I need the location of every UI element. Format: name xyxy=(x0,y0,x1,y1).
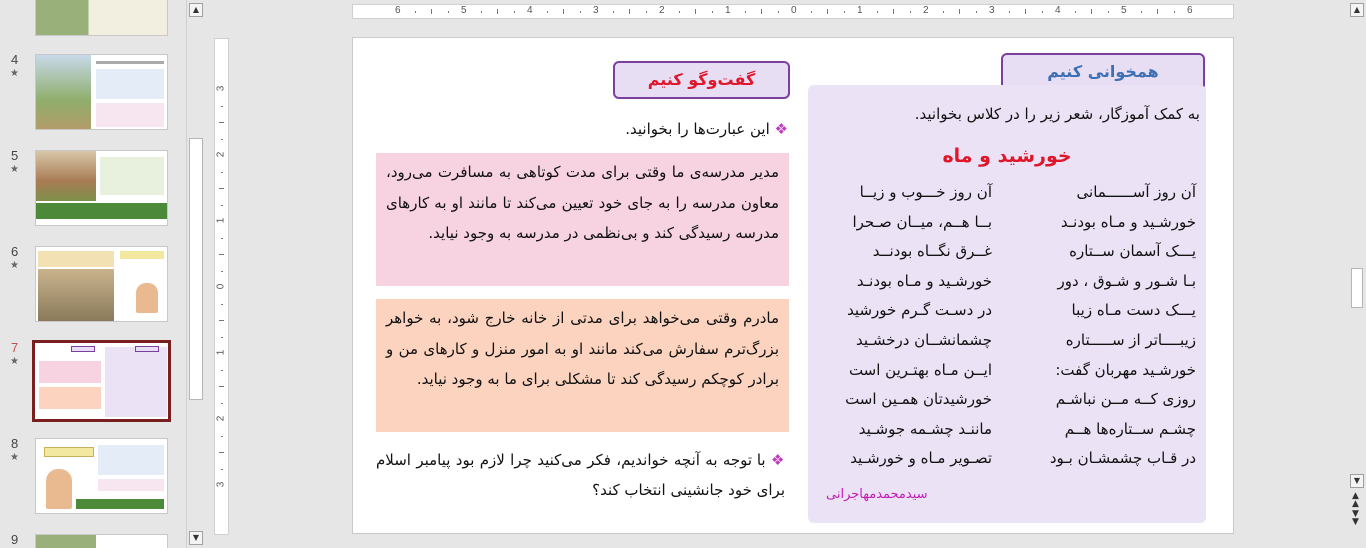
poem-verse: ایــن مـاه بهتـرین است xyxy=(848,360,992,379)
poem-verse: چشمانشــان درخشـید xyxy=(856,331,992,349)
ruler-tick xyxy=(910,11,911,13)
ruler-label: 5 xyxy=(1121,5,1127,16)
ruler-tick xyxy=(1157,9,1158,14)
ruler-label: 5 xyxy=(461,5,467,16)
ruler-tick xyxy=(415,11,416,13)
ruler-tick xyxy=(219,122,224,123)
ruler-tick xyxy=(221,106,223,107)
poem-verse: خورشـید و مـاه بودنـد xyxy=(1060,212,1196,231)
section-title-goftogoo: گفت‌وگو کنیم xyxy=(613,61,790,99)
ruler-tick xyxy=(629,9,630,14)
ruler-tick xyxy=(761,9,762,14)
ruler-tick xyxy=(976,11,977,13)
scroll-down-arrow-icon[interactable]: ▼ xyxy=(189,531,203,545)
instruction-text: این عبارت‌ها را بخوانید. xyxy=(625,120,770,138)
ruler-tick xyxy=(219,320,224,321)
ruler-label: 4 xyxy=(527,5,533,16)
ruler-label: 3 xyxy=(593,5,599,16)
poem-verse: غــرق نگــاه بودنــد xyxy=(872,242,992,261)
ruler-tick xyxy=(221,271,223,272)
poem-verse: ماننـد چشـمه جوشـید xyxy=(858,419,992,438)
poem-verse: زیبــــاتر از ســـــتاره xyxy=(1065,331,1196,349)
question-block xyxy=(376,445,789,505)
ruler-tick xyxy=(514,11,515,13)
paragraph-box-pink xyxy=(376,153,789,286)
ruler-tick xyxy=(1025,9,1026,14)
ruler-tick xyxy=(219,386,224,387)
paragraph-text: مدیر مدرسه‌ی ما وقتی برای مدت کوتاهی به مسافرت می‌رود، معاون مدرسه را به جای خود تعیین می‌کند تا مانند او به کارهای مدرسه رسیدگی کند و بی‌نظمی در مدرسه به وجود نیاید. xyxy=(386,163,779,242)
slide-preview xyxy=(35,150,168,226)
question-text: با توجه به آنچه خواندیم، فکر می‌کنید چرا لازم بود پیامبر اسلام برای خود جانشینی انتخاب کند؟ xyxy=(376,451,785,499)
animation-star-icon: ★ xyxy=(10,452,19,463)
ruler-label: 6 xyxy=(1187,5,1193,16)
poem-verse: آن روز آســــــمانی xyxy=(1076,183,1196,201)
bullet-diamond-icon: ❖ xyxy=(774,120,788,138)
ruler-tick xyxy=(221,205,223,206)
poem-verse: یـــک دست مـاه زیبا xyxy=(1071,301,1196,320)
ruler-tick xyxy=(448,11,449,13)
ruler-tick xyxy=(695,9,696,14)
ruler-tick xyxy=(1042,11,1043,13)
ruler-tick xyxy=(646,11,647,13)
slide-preview xyxy=(32,340,171,422)
paragraph-text: مادرم وقتی می‌خواهد برای مدتی از خانه خارج شود، به خواهر بزرگ‌ترم سفارش می‌کند مانند او به امور منزل و کارهای من و برادر کوچکم رسیدگی کند تا مشکلی برای ما به وجود نیاید. xyxy=(386,309,779,388)
thumbnails-scrollbar[interactable] xyxy=(186,0,204,548)
ruler-tick xyxy=(1108,11,1109,13)
slide-number: 5 xyxy=(11,148,19,163)
slide-number: 9 xyxy=(11,532,19,547)
poem-intro: به کمک آموزگار، شعر زیر را در کلاس بخوانید. xyxy=(914,105,1200,123)
ruler-label: 3 xyxy=(215,85,227,92)
section-title-hamkhani: همخوانی کنیم xyxy=(1001,53,1205,91)
poem-verse: در دسـت گـرم خورشید xyxy=(847,301,992,320)
vertical-ruler xyxy=(214,38,229,535)
ruler-label: 1 xyxy=(215,349,227,356)
ruler-tick xyxy=(431,9,432,14)
scroll-up-arrow-icon[interactable]: ▲ xyxy=(1350,3,1364,17)
ruler-tick xyxy=(1075,11,1076,13)
ruler-label: 1 xyxy=(725,5,731,16)
ruler-tick xyxy=(580,11,581,13)
slide-number: 7 xyxy=(11,340,19,355)
poem-verse: بــا هــم، میــان صـحرا xyxy=(852,212,992,231)
ruler-tick xyxy=(221,436,223,437)
slide-preview xyxy=(35,54,168,130)
ruler-tick xyxy=(547,11,548,13)
slide-number: 6 xyxy=(11,244,19,259)
ruler-label: 2 xyxy=(215,415,227,422)
ruler-tick xyxy=(745,11,746,13)
poem-verse: چشـم ســتاره‌ها هــم xyxy=(1064,419,1196,438)
ruler-tick xyxy=(844,11,845,13)
ruler-label: 2 xyxy=(659,5,665,16)
scroll-up-arrow-icon[interactable]: ▲ xyxy=(189,3,203,17)
instruction-line xyxy=(625,120,788,138)
poem-verse: بـا شـور و شـوق ، دور xyxy=(1057,271,1196,290)
ruler-tick xyxy=(1009,11,1010,13)
previous-slide-icon[interactable]: ▲ ▲ xyxy=(1352,491,1359,509)
ruler-tick xyxy=(811,11,812,13)
animation-star-icon: ★ xyxy=(10,164,19,175)
ruler-tick xyxy=(221,469,223,470)
ruler-tick xyxy=(219,254,224,255)
animation-star-icon: ★ xyxy=(10,68,19,79)
ruler-tick xyxy=(712,11,713,13)
slide-number: 4 xyxy=(11,52,19,67)
ruler-label: 3 xyxy=(215,481,227,488)
ruler-tick xyxy=(219,452,224,453)
scrollbar-thumb[interactable] xyxy=(1351,268,1363,308)
ruler-tick xyxy=(221,370,223,371)
ruler-tick xyxy=(221,172,223,173)
slide-number: 8 xyxy=(11,436,19,451)
slide-preview xyxy=(35,438,168,514)
ruler-tick xyxy=(481,11,482,13)
poem-verse: خورشـید و مـاه بودنـد xyxy=(856,271,992,290)
next-slide-icon[interactable]: ▼ ▼ xyxy=(1352,509,1359,527)
poet-name: سیدمحمدمهاجرانی xyxy=(826,487,928,502)
ruler-tick xyxy=(893,9,894,14)
ruler-label: 4 xyxy=(1055,5,1061,16)
ruler-tick xyxy=(221,238,223,239)
ruler-tick xyxy=(959,9,960,14)
ruler-label: 1 xyxy=(857,5,863,16)
ruler-label: 3 xyxy=(989,5,995,16)
scrollbar-thumb[interactable] xyxy=(189,138,203,400)
animation-star-icon: ★ xyxy=(10,356,19,367)
ruler-tick xyxy=(1091,9,1092,14)
poem-verse: یـــک آسمان ســتاره xyxy=(1069,242,1196,261)
ruler-tick xyxy=(221,403,223,404)
ruler-tick xyxy=(877,11,878,13)
ruler-tick xyxy=(943,11,944,13)
ruler-tick xyxy=(1141,11,1142,13)
ruler-tick xyxy=(679,11,680,13)
slide-preview xyxy=(35,534,168,548)
poem-verse: خورشـید مهربان گفت: xyxy=(1055,360,1196,379)
ruler-label: 0 xyxy=(791,5,797,16)
ruler-tick xyxy=(221,139,223,140)
poem-verse: خورشیدتان همـین است xyxy=(845,390,992,409)
ruler-tick xyxy=(778,11,779,13)
ruler-label: 2 xyxy=(923,5,929,16)
animation-star-icon: ★ xyxy=(10,260,19,271)
ruler-tick xyxy=(219,188,224,189)
paragraph-box-peach xyxy=(376,299,789,432)
poem-panel xyxy=(808,85,1206,523)
poem-verse: آن روز خـــوب و زیــا xyxy=(859,183,992,201)
bullet-diamond-icon: ❖ xyxy=(770,451,785,469)
ruler-tick xyxy=(827,9,828,14)
vertical-scrollbar[interactable] xyxy=(1348,0,1366,548)
poem-verse: تصـویر مـاه و خورشـید xyxy=(850,449,992,468)
ruler-label: 1 xyxy=(215,217,227,224)
scroll-down-arrow-icon[interactable]: ▼ xyxy=(1350,474,1364,488)
ruler-tick xyxy=(221,337,223,338)
poem-verse: روزی کــه مــن نباشـم xyxy=(1055,390,1196,409)
ruler-tick xyxy=(613,11,614,13)
horizontal-ruler xyxy=(352,4,1234,19)
slide-preview xyxy=(35,246,168,322)
ruler-tick xyxy=(497,9,498,14)
poem-verse: در قـاب چشمشـان بـود xyxy=(1049,449,1196,468)
slide-canvas[interactable] xyxy=(352,37,1234,534)
ruler-tick xyxy=(1174,11,1175,13)
ruler-label: 2 xyxy=(215,151,227,158)
ruler-label: 6 xyxy=(395,5,401,16)
ruler-tick xyxy=(221,304,223,305)
poem-title: خورشید و ماه xyxy=(942,145,1072,167)
slide-thumbnails-pane xyxy=(0,0,186,548)
ruler-tick xyxy=(563,9,564,14)
ruler-label: 0 xyxy=(215,283,227,290)
